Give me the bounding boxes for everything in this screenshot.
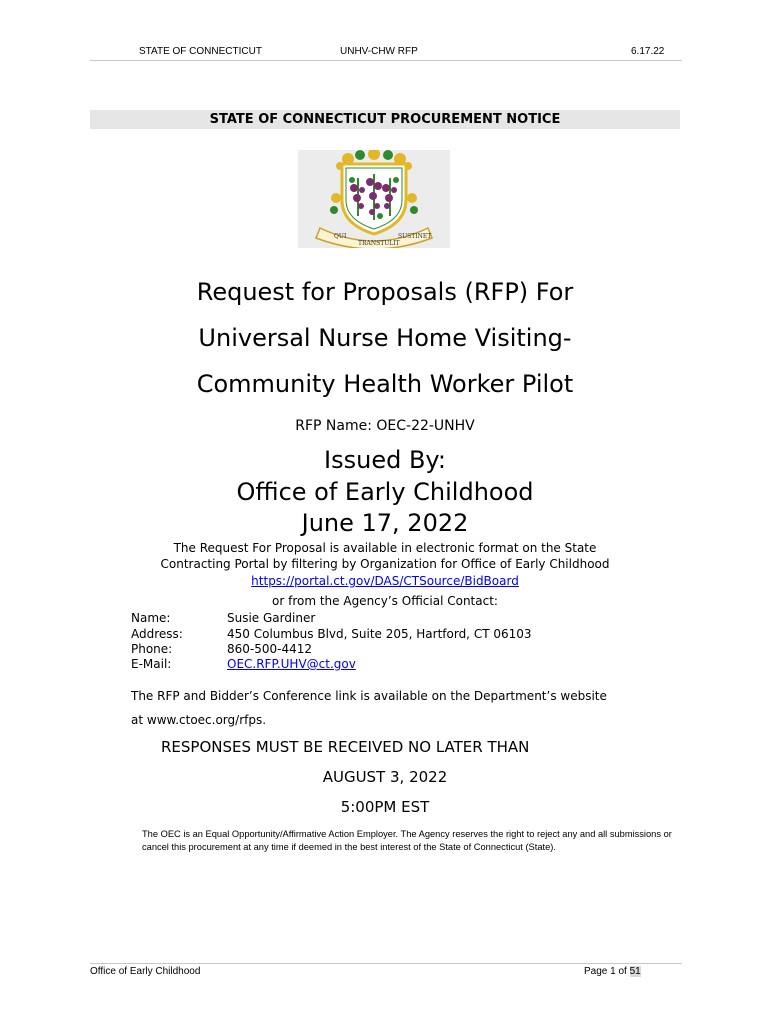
contact-name: Susie Gardiner [227, 611, 316, 625]
availability-line-2: Contracting Portal by filtering by Organization for Office of Early Childhood [160, 557, 610, 571]
conference-line-1: The RFP and Bidder’s Conference link is available on the Department’s website [131, 689, 607, 703]
rfp-name: RFP Name: OEC-22-UNHV [295, 418, 475, 434]
seal-image [298, 150, 450, 248]
issue-date: June 17, 2022 [301, 509, 469, 537]
page-number-prefix: Page 1 of [584, 966, 630, 977]
availability-line-4: or from the Agency’s Official Contact: [272, 594, 498, 608]
procurement-notice-heading: STATE OF CONNECTICUT PROCUREMENT NOTICE [90, 110, 680, 129]
header-state: STATE OF CONNECTICUT [139, 46, 262, 57]
header-date: 6.17.22 [631, 46, 665, 57]
title-line-3: Community Health Worker Pilot [196, 370, 574, 398]
seal-motto-left: QUI [334, 233, 347, 240]
header-divider [90, 60, 682, 61]
contact-phone-label: Phone: [131, 642, 173, 656]
bidboard-link[interactable]: https://portal.ct.gov/DAS/CTSource/BidBoard [251, 574, 519, 588]
availability-line-1: The Request For Proposal is available in electronic format on the State [173, 541, 597, 555]
bidboard-link-row [0, 574, 770, 588]
contact-address: 450 Columbus Blvd, Suite 205, Hartford, CT 06103 [227, 627, 532, 641]
issuing-office: Office of Early Childhood [236, 478, 534, 506]
contact-email-link[interactable]: OEC.RFP.UHV@ct.gov [227, 657, 356, 671]
deadline-heading: RESPONSES MUST BE RECEIVED NO LATER THAN [161, 738, 530, 756]
header-rfp-code: UNHV-CHW RFP [340, 46, 418, 57]
issued-by-label: Issued By: [324, 446, 446, 474]
state-seal [298, 150, 450, 248]
deadline-time: 5:00PM EST [340, 798, 430, 816]
contact-name-label: Name: [131, 611, 171, 625]
seal-motto-right: SUSTINET [398, 233, 432, 240]
conference-line-2: at www.ctoec.org/rfps. [131, 713, 267, 727]
eeo-disclaimer: The OEC is an Equal Opportunity/Affirmative Action Employer. The Agency reserves the right to reject any and all submissions or cancel this procurement at any time if deemed in the best interest of the State of Connecticut (State). [142, 829, 672, 852]
page-number [584, 966, 641, 977]
deadline-date: AUGUST 3, 2022 [322, 768, 448, 786]
footer-office: Office of Early Childhood [90, 966, 201, 977]
contact-email-row [227, 657, 356, 671]
contact-email-label: E-Mail: [131, 657, 172, 671]
footer-divider [90, 963, 682, 964]
seal-motto-center: TRANSTULIT [358, 240, 400, 247]
title-line-1: Request for Proposals (RFP) For [196, 278, 574, 306]
page-total: 51 [629, 966, 641, 977]
title-line-2: Universal Nurse Home Visiting- [198, 324, 572, 352]
contact-phone: 860-500-4412 [227, 642, 313, 656]
contact-address-label: Address: [131, 627, 183, 641]
